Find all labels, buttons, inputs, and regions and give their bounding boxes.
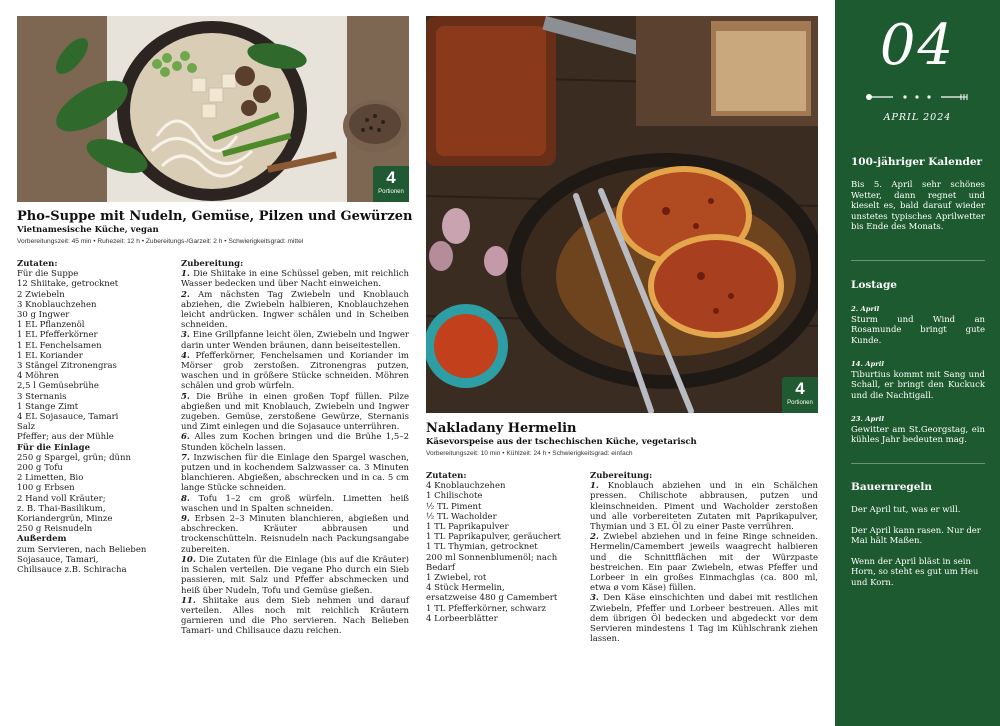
day-number: 04 <box>879 13 956 78</box>
servings-label: Portionen <box>378 189 404 195</box>
preparation-step <box>181 453 409 494</box>
preparation-steps <box>181 259 409 637</box>
preparation-heading: Zubereitung: <box>590 471 653 481</box>
ingredient-line: zum Servieren, nach Belieben <box>17 544 147 555</box>
bauernregel: Der April kann rasen. Nur der Mai hält Maßen. <box>851 525 981 546</box>
preparation-steps <box>590 471 818 644</box>
ingredient-line: 100 g Erbsen <box>17 483 75 494</box>
step-text: Die Brühe in einen großen Topf füllen. Pilze abgießen und mit Knoblauch, Zwiebeln und Ingwer zugeben. Gemüse, zerstoßene Gewürze, Sternanis und Zimt einlegen und die Sojasauce unterrühren. <box>181 391 409 433</box>
step-number: 5. <box>181 391 197 402</box>
step-number: 3. <box>181 330 193 341</box>
lostag-text: Tiburtius kommt mit Sang und Schall, er bringt den Kuckuck und die Nachtigall. <box>851 369 985 401</box>
ingredient-line: 1 TL Paprikapulver <box>426 522 509 533</box>
step-text: Die Zutaten für die Einlage (bis auf die Kräuter) in Schalen verteilen. Die vegane Pho durch ein Sieb passieren, mit Salz und Pfeffer abschmecken und heiß über Nudeln, Tofu und Gemüse gießen. <box>181 554 409 596</box>
preparation-step <box>590 481 818 532</box>
ingredient-line: 1 EL Pfefferkörner <box>17 330 98 341</box>
servings-number: 4 <box>386 168 396 187</box>
recipe-title: Pho-Suppe mit Nudeln, Gemüse, Pilzen und Gewürzen <box>17 209 413 224</box>
preparation-step <box>181 514 409 555</box>
cutlery-icon <box>865 93 970 101</box>
ingredient-line: 2 Zwiebeln <box>17 289 65 300</box>
kalender-text: Bis 5. April sehr schönes Wetter, dann regnet und kieselt es, bald darauf wieder unstetes typisches Aprilwetter bis Ende des Monats. <box>851 180 985 232</box>
ingredient-line: 2 Hand voll Kräuter; <box>17 493 106 504</box>
step-text: Pfefferkörner, Fenchelsamen und Koriander im Mörser grob zerstoßen. Zitronengras putzen, waschen und in größere Stücke schneiden. Möhren schälen und grob würfeln. <box>181 350 409 392</box>
ingredient-line: 4 Lorbeerblätter <box>426 613 498 624</box>
ingredient-line: 1 TL Paprikapulver, geräuchert <box>426 532 561 543</box>
preparation-step <box>181 330 409 350</box>
bauern-heading: Bauernregeln <box>851 481 933 493</box>
ingredient-line: ½ TL Wacholder <box>426 511 497 522</box>
lostage-heading: Lostage <box>851 279 897 291</box>
preparation-step <box>181 494 409 514</box>
ingredient-line: 12 Shiitake, getrocknet <box>17 279 119 290</box>
ingredient-line: Sojasauce, Tamari, <box>17 554 99 565</box>
ingredients-list <box>426 471 586 624</box>
ingredient-line: 4 Stück Hermelin, <box>426 583 505 594</box>
section-divider <box>851 463 985 464</box>
step-number: 1. <box>590 481 608 492</box>
step-number: 8. <box>181 493 199 504</box>
hermelin-photo <box>426 16 818 413</box>
step-text: Shiitake aus dem Sieb nehmen und darauf verteilen. Alles noch mit reichlich Kräutern garnieren und die Pho servieren. Nach Belieben Tamari- und Chilisauce dazu reichen. <box>181 595 409 637</box>
step-text: Erbsen 2–3 Minuten blanchieren, abgießen und abschrecken. Kräuter abbrausen und trockenschütteln. Reisnudeln nach Packungsangabe zubereiten. <box>181 514 409 555</box>
lostag-date: 2. April <box>851 305 880 313</box>
servings-number: 4 <box>795 379 805 398</box>
hermelin-illustration <box>426 16 818 413</box>
ingredient-line: Pfeffer; aus der Mühle <box>17 432 114 443</box>
ingredient-line: Zutaten: <box>17 259 58 269</box>
ingredient-line: 1 EL Pflanzenöl <box>17 320 85 331</box>
step-number: 7. <box>181 452 194 463</box>
lostag-text: Sturm und Wind an Rosamunde bringt gute Kunde. <box>851 314 985 346</box>
preparation-step <box>181 432 409 452</box>
ingredient-line: 1 TL Pfefferkörner, schwarz <box>426 603 547 614</box>
ingredient-line: Koriandergrün, Minze <box>17 514 113 525</box>
preparation-step <box>181 596 409 637</box>
ingredient-line: z. B. Thai-Basilikum, <box>17 503 106 514</box>
step-text: Alles zum Kochen bringen und die Brühe 1,5–2 Stunden köcheln lassen. <box>181 432 410 453</box>
ingredient-line: 3 Knoblauchzehen <box>17 299 97 310</box>
calendar-sidebar <box>835 0 1000 726</box>
step-text: Den Käse einschichten und dabei mit restlichen Zwiebeln, Pfeffer und Lorbeer bestreuen. Alles mit dem übrigen Öl bedecken und abgedeckt vor dem Servieren mindestens 1 Tag im Kühlschrank ziehen lassen. <box>590 593 818 645</box>
step-text: Die Shiitake in eine Schüssel geben, mit reichlich Wasser bedecken und über Nacht einweichen. <box>181 269 409 290</box>
ingredient-line: 4 Möhren <box>17 371 59 382</box>
recipe-title: Nakladany Hermelin <box>426 421 577 436</box>
step-text: Am nächsten Tag Zwiebeln und Knoblauch abziehen, die Zwiebeln halbieren, Knoblauchzehen leicht andrücken. Ingwer schälen und in Scheiben schneiden. <box>181 289 409 331</box>
step-text: Inzwischen für die Einlage den Spargel waschen, putzen und in kochendem Salzwasser ca. 3 Minuten blanchieren. Abgießen, abschrecken und in ca. 5 cm lange Stücke schneiden. <box>181 452 409 494</box>
step-text: Zwiebel abziehen und in feine Ringe schneiden. Hermelin/Camembert jeweils waagrecht halbieren und die Schnittflächen mit der Würzpaste bestreichen. Ein paar Zwiebeln, etwas Pfeffer und Lorbeer in ein großes Einmachglas (ca. 800 ml, etwa ø vom Käse) füllen. <box>590 532 819 594</box>
recipe-subtitle: Vietnamesische Küche, vegan <box>17 225 159 235</box>
ingredient-line: 1 Stange Zimt <box>17 401 79 412</box>
preparation-step <box>181 392 409 433</box>
lostag-entry <box>851 304 985 346</box>
month-label: APRIL 2024 <box>883 112 952 123</box>
servings-badge <box>373 166 409 202</box>
step-number: 11. <box>181 595 203 606</box>
ingredient-line: 200 g Tofu <box>17 463 63 474</box>
lostag-date: 14. April <box>851 360 884 368</box>
ingredient-line: 1 TL Thymian, getrocknet <box>426 542 538 553</box>
ingredient-line: 3 Sternanis <box>17 391 67 402</box>
ingredient-line: ½ TL Piment <box>426 501 482 512</box>
bauernregel: Der April tut, was er will. <box>851 505 961 515</box>
section-divider <box>851 260 985 261</box>
ingredient-line: 2 Limetten, Bio <box>17 473 84 484</box>
ingredient-line: 200 ml Sonnenblumenöl; nach Bedarf <box>426 552 558 573</box>
servings-label: Portionen <box>787 400 813 406</box>
ingredient-line: 250 g Reisnudeln <box>17 524 93 535</box>
bauernregel: Wenn der April bläst in sein Horn, so steht es gut um Heu und Korn. <box>851 556 979 588</box>
ingredient-line: 1 EL Fenchelsamen <box>17 340 102 351</box>
ingredient-line: Außerdem <box>17 534 67 545</box>
ingredient-line: 4 Knoblauchzehen <box>426 481 506 492</box>
lostag-entry <box>851 414 985 446</box>
step-number: 6. <box>181 432 195 443</box>
ingredient-line: Für die Einlage <box>17 442 91 453</box>
preparation-step <box>181 290 409 331</box>
recipe-subtitle: Käsevorspeise aus der tschechischen Küche, vegetarisch <box>426 437 697 447</box>
step-number: 9. <box>181 514 195 525</box>
ingredients-list <box>17 259 175 575</box>
lostag-entry <box>851 359 985 401</box>
lostag-text: Gewitter am St.Georgstag, ein kühles Jahr bedeuten mag. <box>851 424 985 445</box>
ingredient-line: 250 g Spargel, grün; dünn <box>17 452 131 463</box>
pho-illustration <box>17 16 409 202</box>
kalender-heading: 100-jähriger Kalender <box>851 156 983 168</box>
bauern-list <box>851 505 985 598</box>
ingredient-line: Chilisauce z.B. Schiracha <box>17 565 127 576</box>
step-number: 3. <box>590 593 604 604</box>
step-number: 2. <box>590 532 604 543</box>
step-number: 4. <box>181 350 196 361</box>
ingredient-line: 1 EL Koriander <box>17 350 83 361</box>
recipe-meta: Vorbereitungszeit: 45 min • Ruhezeit: 12 h • Zubereitungs-/Garzeit: 2 h • Schwierigkeitsgrad: mittel <box>17 238 304 245</box>
preparation-heading: Zubereitung: <box>181 259 244 269</box>
ingredient-line: ersatzweise 480 g Camembert <box>426 593 558 604</box>
step-number: 10. <box>181 554 199 565</box>
step-text: Eine Grillpfanne leicht ölen, Zwiebeln und Ingwer darin unter Wenden bräunen, dann beiseitestellen. <box>181 330 409 351</box>
ingredient-line: Zutaten: <box>426 471 467 481</box>
lostage-list <box>851 304 985 459</box>
lostag-date: 23. April <box>851 415 884 423</box>
preparation-step <box>181 351 409 392</box>
recipe-meta: Vorbereitungszeit: 10 min • Kühlzeit: 24 h • Schwierigkeitsgrad: einfach <box>426 450 633 457</box>
step-number: 2. <box>181 289 199 300</box>
ingredient-line: 1 Chilischote <box>426 491 483 502</box>
ingredient-line: Für die Suppe <box>17 269 79 280</box>
preparation-step <box>590 593 818 644</box>
preparation-step <box>590 532 818 593</box>
step-text: Knoblauch abziehen und in ein Schälchen pressen. Chilischote abbrausen, putzen und kleinschneiden. Piment und Wacholder zerstoßen und alle vorbereiteten Zutaten mit Paprikapulver, Thymian und 3 EL Öl zu einer Paste verrühren. <box>590 481 818 533</box>
ingredient-line: 2,5 l Gemüsebrühe <box>17 381 99 392</box>
servings-badge <box>782 377 818 413</box>
ingredient-line: 3 Stängel Zitronengras <box>17 361 117 372</box>
preparation-step <box>181 555 409 596</box>
ingredient-line: Salz <box>17 422 36 433</box>
pho-photo <box>17 16 409 202</box>
preparation-step <box>181 269 409 289</box>
ingredient-line: 1 Zwiebel, rot <box>426 573 487 584</box>
step-text: Tofu 1–2 cm groß würfeln. Limetten heiß waschen und in Spalten schneiden. <box>181 493 409 514</box>
step-number: 1. <box>181 269 194 280</box>
ingredient-line: 4 EL Sojasauce, Tamari <box>17 412 119 423</box>
ingredient-line: 30 g Ingwer <box>17 310 70 321</box>
